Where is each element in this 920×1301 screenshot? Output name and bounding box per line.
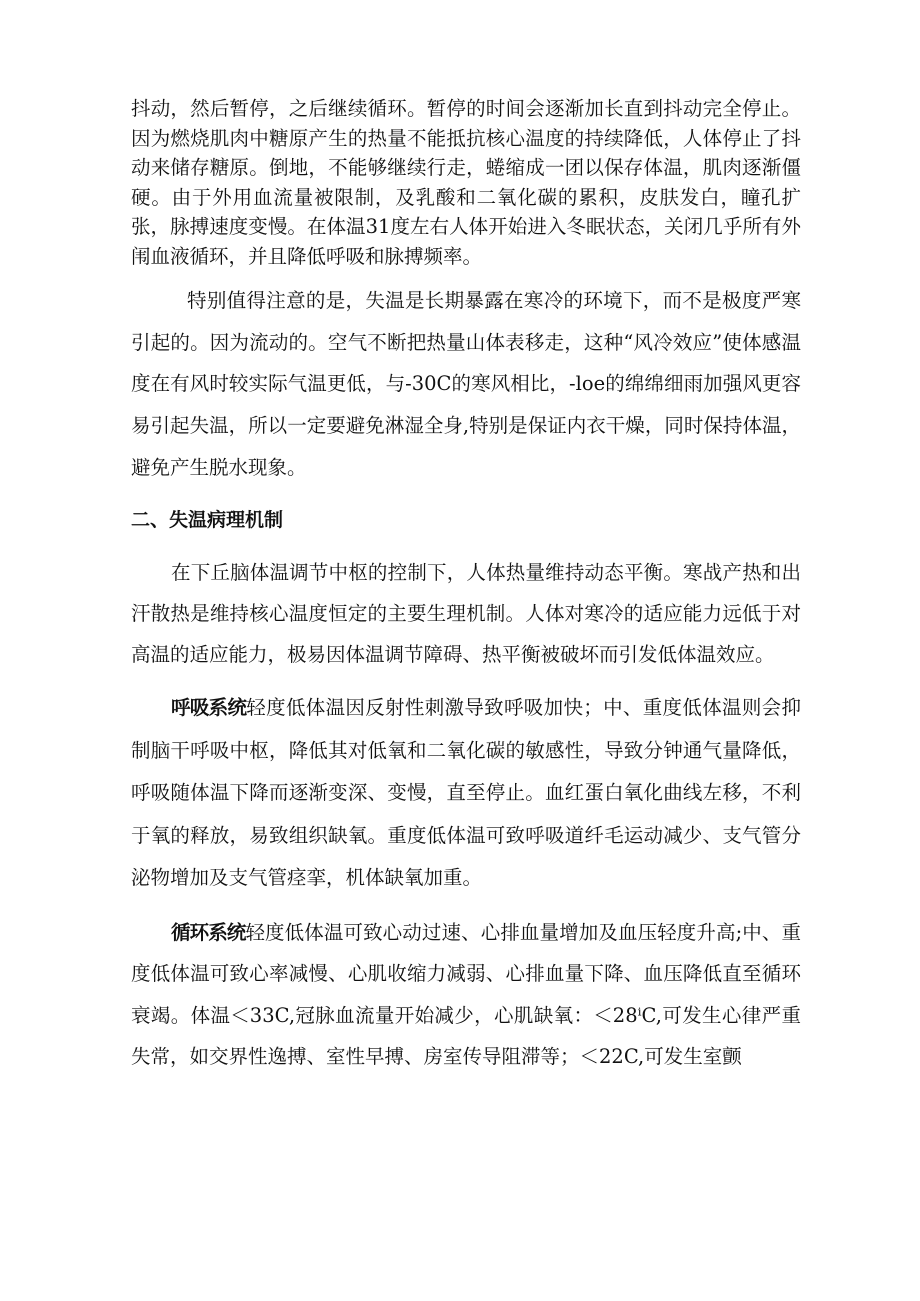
respiratory-system-lead: 呼吸系统	[171, 696, 247, 720]
section-heading-pathology: 二、失温病理机制	[131, 508, 284, 531]
respiratory-system-text: 轻度低体温因反射性刺激导致呼吸加快；中、重度低体温则会抑制脑干呼吸中枢，降低其对低氧和二氧化碳的敏感性，导致分钟通气量降低，呼吸随体温下降而逐渐变深、变慢，直至停止。血红蛋白氧化曲线左移，不利于氧的释放，易致组织缺氧。重度低体温可致呼吸道纤毛运动减少、支气管分泌物增加及支气管痉挛，机体缺氧加重。	[131, 696, 801, 890]
circulatory-system-text: 轻度低体温可致心动过速、心排血量增加及血压轻度升高;中、重度低体温可致心率减慢、心肌收缩力减弱、心排血量下降、血压降低直至循环衰竭。体温＜33C,冠脉血流量开始减少，心肌缺氧：＜28ⁱC,可发生心律严重失常，如交界性逸搏、室性早搏、房室传导阻滞等；＜22C,可发生室颤	[131, 920, 801, 1069]
paragraph-respiratory-system	[131, 687, 801, 900]
circulatory-system-lead: 循环系统	[171, 920, 246, 944]
document-page	[131, 94, 801, 1078]
paragraph-wind-chill: 特别值得注意的是，失温是长期暴露在寒冷的环境下，而不是极度严寒引起的。因为流动的。空气不断把热量山体表移走，这种“风冷效应”使体感温度在有风时较实际气温更低，与-30C的寒风相比，-loe的绵绵细雨加强风更容易引起失温，所以一定要避免淋湿全身,特别是保证内衣干燥，同时保持体温，避免产生脱水现象。	[131, 289, 801, 479]
paragraph-circulatory-system	[131, 912, 801, 1078]
paragraph-shivering: 抖动，然后暂停，之后继续循环。暂停的时间会逐渐加长直到抖动完全停止。因为燃烧肌肉中糖原产生的热量不能抵抗核心温度的持续降低，人体停止了抖动来储存糖原。倒地，不能够继续行走，蜷缩成一团以保存体温，肌肉逐渐僵硬。由于外用血流量被限制，及乳酸和二氧化碳的累积，皮肤发白，瞳孔扩张，脉搏速度变慢。在体温31度左右人体开始进入冬眠状态，关闭几乎所有外闱血液循环，并且降低呼吸和脉搏频率。	[131, 97, 801, 268]
paragraph-thermoregulation: 在下丘脑体温调节中枢的控制下，人体热量维持动态平衡。寒战产热和出汗散热是维持核心温度恒定的主要生理机制。人体对寒冷的适应能力远低于对高温的适应能力，极易因体温调节障碍、热平衡被破坏而引发低体温效应。	[131, 560, 801, 667]
